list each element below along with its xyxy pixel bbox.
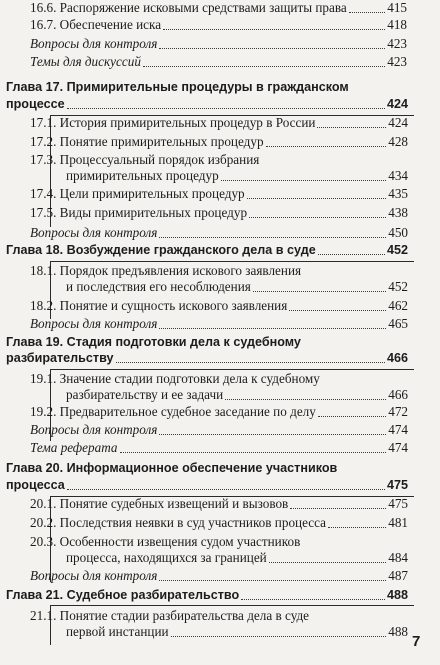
dot-leader: [289, 309, 386, 311]
entry-title: Значение стадии подготовки дела к судебному: [59, 371, 320, 386]
toc-entry: [30, 440, 408, 456]
dot-leader: [67, 107, 385, 109]
entry-page: 465: [388, 316, 408, 331]
entry-page: 474: [388, 440, 408, 455]
entry-number: 20.3.: [30, 534, 57, 549]
dot-leader: [247, 197, 387, 199]
toc-entry-first-line: [30, 152, 259, 168]
entry-page: 472: [388, 404, 408, 419]
toc-entry: [30, 316, 408, 332]
entry-page: 452: [388, 279, 408, 294]
chapter-heading: Глава 21. Судебное разбирательство 488: [6, 588, 408, 602]
entry-title: Виды примирительных процедур: [59, 205, 248, 220]
toc-entry: первой инстанции 488: [66, 624, 408, 639]
chapter-page: 424: [386, 97, 408, 111]
entry-title: История примирительных процедур в России: [59, 115, 316, 130]
entry-number: 19.1.: [30, 371, 57, 386]
entry-title: Последствия неявки в суд участников процесса: [59, 515, 327, 530]
chapter-page: 452: [386, 243, 408, 257]
dot-leader: [317, 126, 386, 128]
dot-leader: [159, 327, 386, 329]
toc-entry: [30, 205, 408, 221]
dot-leader: [269, 561, 386, 563]
toc-entry: [30, 115, 408, 131]
chapter-heading: Глава 17. Примирительные процедуры в гражданском: [6, 80, 349, 94]
toc-entry: [30, 36, 407, 52]
entry-title: Понятие судебных извещений и вызовов: [59, 496, 289, 511]
chapter-heading-end: процессе 424: [6, 97, 408, 111]
toc-entry: [30, 0, 407, 16]
entry-title: Вопросы для контроля: [30, 316, 158, 331]
toc-entry: [30, 17, 407, 33]
entry-page: 423: [387, 36, 407, 51]
entry-number: 18.1.: [30, 263, 57, 278]
dot-leader: [171, 635, 387, 637]
dot-leader: [159, 579, 386, 581]
dot-leader: [116, 361, 385, 363]
section-rule: [50, 605, 414, 606]
dot-leader: [318, 415, 386, 417]
entry-page: 438: [388, 205, 408, 220]
entry-title: Темы для дискуссий: [30, 54, 141, 69]
entry-page: 488: [388, 624, 408, 639]
dot-leader: [241, 598, 385, 600]
entry-title: Порядок предъявления искового заявления: [59, 263, 302, 278]
entry-title: Распоряжение исковыми средствами защиты права: [59, 0, 347, 15]
dot-leader: [143, 65, 385, 67]
dot-leader: [318, 253, 385, 255]
dot-leader: [67, 488, 385, 490]
toc-entry-first-line: [30, 534, 300, 550]
dot-leader: [163, 28, 385, 30]
entry-page: 462: [388, 298, 408, 313]
chapter-page: 488: [386, 588, 408, 602]
chapter-page: 475: [386, 478, 408, 492]
entry-title: Процессуальный порядок избрания: [59, 152, 260, 167]
chapter-heading-end: разбирательству 466: [6, 351, 408, 365]
entry-number: 19.2.: [30, 404, 57, 419]
chapter-heading: Глава 20. Информационное обеспечение участников: [6, 461, 338, 475]
toc-entry: разбирательству и ее задачи 466: [66, 387, 408, 402]
dot-leader: [328, 526, 386, 528]
entry-page: 418: [387, 17, 407, 32]
entry-number: 17.1.: [30, 115, 57, 130]
entry-page: 487: [388, 568, 408, 583]
entry-page: 423: [387, 54, 407, 69]
toc-entry-first-line: [30, 371, 320, 387]
entry-page: 450: [388, 225, 408, 240]
toc-entry: [30, 515, 408, 531]
toc-entry: процесса, находящихся за границей 484: [66, 550, 408, 565]
entry-page: 474: [388, 422, 408, 437]
entry-number: 17.5.: [30, 205, 57, 220]
chapter-heading: Глава 19. Стадия подготовки дела к судебному: [6, 335, 301, 349]
entry-page: 466: [388, 387, 408, 402]
page-number: 7: [412, 633, 421, 650]
entry-page: 481: [388, 515, 408, 530]
entry-title: Понятие примирительных процедур: [59, 134, 264, 149]
entry-number: 17.4.: [30, 186, 57, 201]
entry-page: 435: [388, 186, 408, 201]
entry-page: 475: [388, 496, 408, 511]
toc-entry: [30, 422, 408, 438]
entry-number: 17.3.: [30, 152, 57, 167]
section-rule: [50, 369, 414, 370]
entry-title: Понятие и сущность искового заявления: [59, 298, 288, 313]
dot-leader: [120, 451, 387, 453]
entry-title: Цели примирительных процедур: [59, 186, 245, 201]
toc-entry: и последствия его несоблюдения 452: [66, 279, 408, 294]
chapter-heading-end: процесса 475: [6, 478, 408, 492]
toc-entry: [30, 404, 408, 420]
entry-page: 484: [388, 550, 408, 565]
dot-leader: [253, 290, 386, 292]
entry-title: Вопросы для контроля: [30, 36, 158, 51]
toc-entry: [30, 496, 408, 512]
section-rule: [50, 261, 414, 262]
entry-page: 434: [388, 168, 408, 183]
entry-title: Понятие стадии разбирательства дела в суде: [59, 608, 310, 623]
toc-entry: [30, 186, 408, 202]
toc-entry: примирительных процедур 434: [66, 168, 408, 183]
toc-entry: [30, 298, 408, 314]
dot-leader: [159, 433, 386, 435]
toc-entry: [30, 568, 408, 584]
entry-title: Вопросы для контроля: [30, 568, 158, 583]
dot-leader: [249, 216, 386, 218]
toc-entry: [30, 134, 408, 150]
entry-number: 16.7.: [30, 17, 57, 32]
entry-title: Предварительное судебное заседание по делу: [59, 404, 316, 419]
entry-page: 428: [388, 134, 408, 149]
toc-entry-first-line: [30, 263, 301, 279]
chapter-heading: Глава 18. Возбуждение гражданского дела в суде 452: [6, 243, 408, 257]
chapter-page: 466: [386, 351, 408, 365]
entry-title: Особенности извещения судом участников: [59, 534, 301, 549]
entry-number: 20.2.: [30, 515, 57, 530]
entry-number: 16.6.: [30, 0, 57, 15]
dot-leader: [159, 47, 385, 49]
dot-leader: [266, 145, 387, 147]
dot-leader: [159, 236, 386, 238]
entry-number: 18.2.: [30, 298, 57, 313]
entry-title: Тема реферата: [30, 440, 118, 455]
dot-leader: [349, 11, 385, 13]
entry-title: Вопросы для контроля: [30, 225, 158, 240]
dot-leader: [225, 398, 386, 400]
dot-leader: [221, 179, 387, 181]
entry-number: 21.1.: [30, 608, 57, 623]
entry-title: Обеспечение иска: [59, 17, 162, 32]
dot-leader: [290, 507, 386, 509]
entry-number: 17.2.: [30, 134, 57, 149]
toc-entry-first-line: [30, 608, 309, 624]
toc-entry: [30, 225, 408, 241]
entry-page: 415: [387, 0, 407, 15]
entry-number: 20.1.: [30, 496, 57, 511]
toc-entry: [30, 54, 407, 70]
entry-page: 424: [388, 115, 408, 130]
entry-title: Вопросы для контроля: [30, 422, 158, 437]
